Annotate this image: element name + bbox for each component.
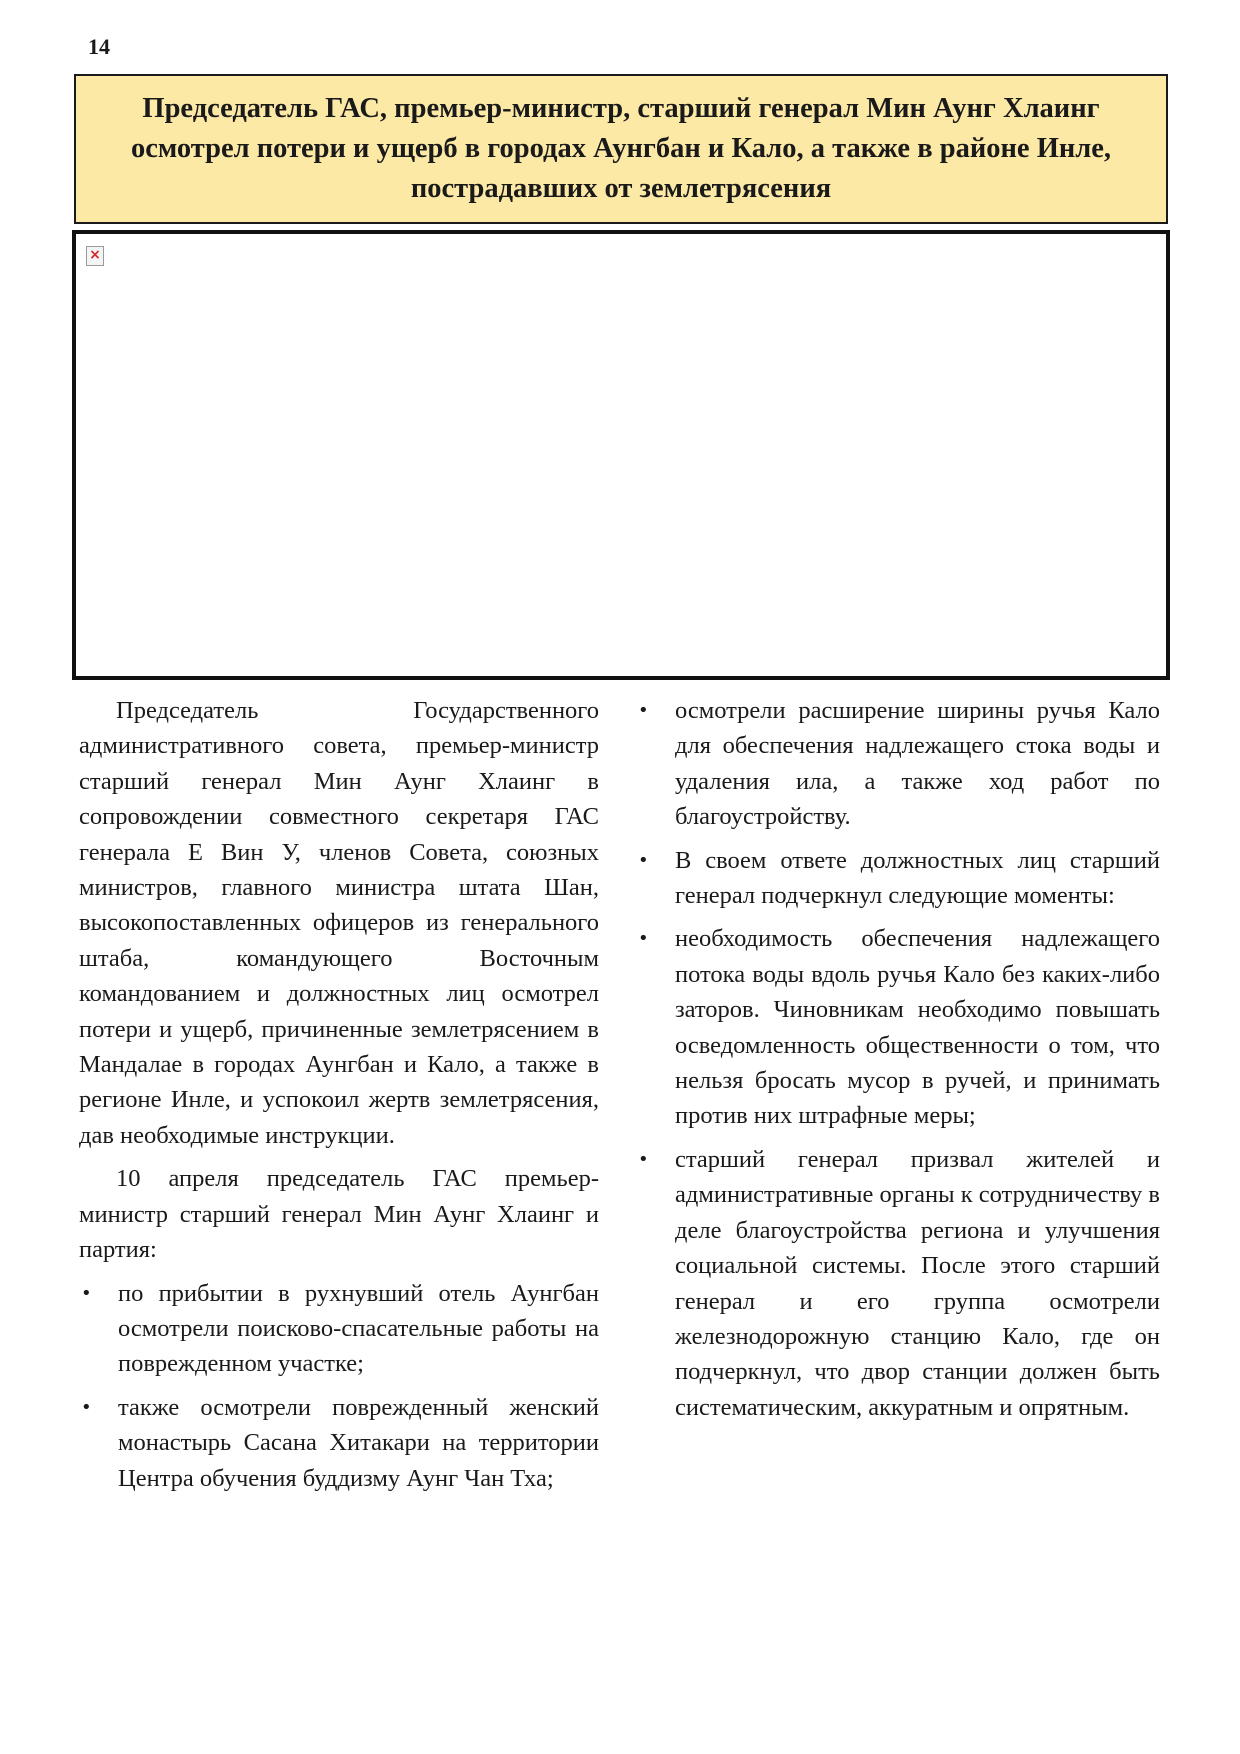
- list-item: [79, 1390, 599, 1496]
- list-item: [636, 1142, 1160, 1425]
- list-item: [79, 1276, 599, 1382]
- body-paragraph: 10 апреля председатель ГАС премьер-министр старший генерал Мин Аунг Хлаинг и партия:: [79, 1165, 599, 1264]
- article-headline: Председатель ГАС, премьер-министр, старший генерал Мин Аунг Хлаинг осмотрел потери и ущерб в городах Аунгбан и Кало, а также в районе Инле, пострадавших от землетрясения: [130, 93, 1112, 204]
- list-item-text: необходимость обеспечения надлежащего потока воды вдоль ручья Кало без каких-либо заторов. Чиновникам необходимо повышать осведомленность общественности о том, что нельзя бросать мусор в ручей, и принимать против них штрафные меры;: [675, 925, 1160, 1130]
- bullet-icon: •: [638, 928, 649, 950]
- right-column: [636, 693, 1160, 1433]
- list-item: [636, 921, 1160, 1133]
- bullet-list: [636, 693, 1160, 1425]
- list-item-text: осмотрели расширение ширины ручья Кало для обеспечения надлежащего стока воды и удаления ила, а также ход работ по благоустройству.: [675, 697, 1160, 831]
- headline-box: [74, 74, 1168, 224]
- list-item-text: В своем ответе должностных лиц старший генерал подчеркнул следующие моменты:: [675, 846, 1160, 910]
- list-item: [636, 693, 1160, 835]
- body-paragraph: Председатель Государственного административного совета, премьер-министр старший генерал Мин Аунг Хлаинг в сопровождении совместного секретаря ГАС генерала Е Вин У, членов Совета, союзных министров, главного министра штата Шан, высокопоставленных офицеров из генерального штаба, командующего Восточным командованием и должностных лиц осмотрел потери и ущерб, причиненные землетрясением в Мандалае в городах Аунгбан и Кало, а также в регионе Инле, и успокоил жертв землетрясения, дав необходимые инструкции.: [79, 697, 599, 1149]
- photo-frame: [72, 230, 1170, 680]
- list-item: [636, 843, 1160, 914]
- bullet-icon: •: [81, 1282, 92, 1304]
- bullet-icon: •: [638, 700, 649, 721]
- broken-image-icon: ×: [86, 246, 104, 266]
- left-column: [79, 693, 599, 1504]
- bullet-icon: •: [638, 1148, 649, 1170]
- list-item-text: также осмотрели поврежденный женский монастырь Сасана Хитакари на территории Центра обучения буддизму Аунг Чан Тха;: [118, 1393, 599, 1492]
- bullet-icon: •: [638, 849, 649, 871]
- bullet-icon: •: [81, 1396, 92, 1418]
- page-number: 14: [88, 34, 110, 59]
- list-item-text: старший генерал призвал жителей и административные органы к сотрудничеству в деле благоустройства региона и улучшения социальной системы. После этого старший генерал и его группа осмотрели железнодорожную станцию Кало, где он подчеркнул, что двор станции должен быть систематическим, аккуратным и опрятным.: [675, 1145, 1160, 1421]
- bullet-list: [79, 1276, 599, 1496]
- list-item-text: по прибытии в рухнувший отель Аунгбан осмотрели поисково-спасательные работы на поврежденном участке;: [118, 1279, 599, 1378]
